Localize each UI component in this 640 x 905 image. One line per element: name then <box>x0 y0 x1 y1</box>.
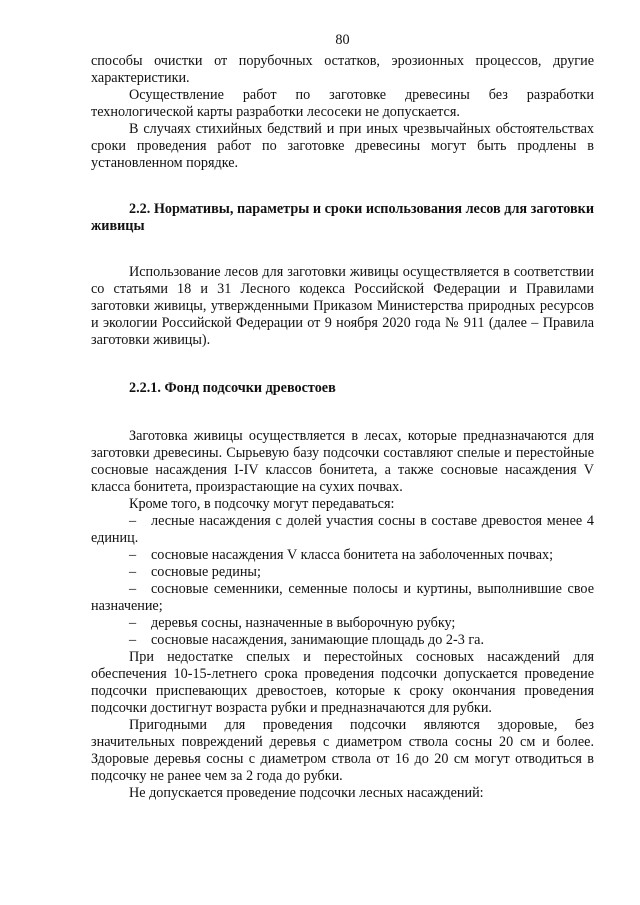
paragraph-not-allowed: Не допускается проведение подсочки лесных насаждений: <box>129 785 484 801</box>
section-heading-2-2-1: 2.2.1. Фонд подсочки древостоев <box>129 380 336 396</box>
paragraph-resin-base: Заготовка живицы осуществляется в лесах, которые предназначаются для заготовки древесины. Сырьевую базу подсочки составляют спелые и перестойные сосновые насаждения I-IV классов бонитета, а также сосновые насаждения V класса бонитета, произрастающие на сухих почвах. <box>91 428 594 495</box>
list-dash: – <box>129 581 137 597</box>
list-dash: – <box>129 564 137 580</box>
list-item-text: сосновые насаждения, занимающие площадь до 2-3 га. <box>151 632 485 648</box>
list-item <box>91 615 594 632</box>
list-item <box>91 632 594 649</box>
list-item-text: деревья сосны, назначенные в выборочную рубку; <box>151 615 456 631</box>
list-item <box>91 547 594 564</box>
list-dash: – <box>129 632 137 648</box>
paragraph-maturing-stands: При недостатке спелых и перестойных сосновых насаждений для обеспечения 10-15-летнего срока проведения подсочки допускается проведение подсочки приспевающих древостоев, которые к сроку окончания проведения подсочки достигнут возраста рубки и предназначаются для рубки. <box>91 649 594 716</box>
paragraph-tech-map: Осуществление работ по заготовке древесины без разработки технологической карты разработки лесосеки не допускается. <box>91 87 594 120</box>
list-item-text: сосновые насаждения V класса бонитета на заболоченных почвах; <box>151 547 554 563</box>
list-dash: – <box>129 547 137 563</box>
paragraph-emergency: В случаях стихийных бедствий и при иных чрезвычайных обстоятельствах сроки проведения работ по заготовке древесины могут быть продлены в установленном порядке. <box>91 121 594 171</box>
paragraph-resin-use: Использование лесов для заготовки живицы осуществляется в соответствии со статьями 18 и 31 Лесного кодекса Российской Федерации и Правилами заготовки живицы, утвержденными Приказом Министерства природных ресурсов и экологии Российской Федерации от 9 ноября 2020 года № 911 (далее – Правила заготовки живицы). <box>91 264 594 348</box>
section-heading-2-2: 2.2. Нормативы, параметры и сроки использования лесов для заготовки живицы <box>91 201 594 234</box>
list-item-text: сосновые семенники, семенные полосы и куртины, выполнившие свое назначение; <box>91 581 594 614</box>
list-item-text: сосновые редины; <box>151 564 261 580</box>
paragraph-continuation: способы очистки от порубочных остатков, эрозионных процессов, другие характеристики. <box>91 53 594 86</box>
list-dash: – <box>129 615 137 631</box>
list-item <box>91 581 594 615</box>
paragraph-list-intro: Кроме того, в подсочку могут передаваться: <box>129 496 395 512</box>
page-number: 80 <box>335 32 350 48</box>
list-item <box>91 564 594 581</box>
list-item <box>91 513 594 547</box>
paragraph-suitable-trees: Пригодными для проведения подсочки являются здоровые, без значительных повреждений деревья с диаметром ствола сосны 20 см и более. Здоровые деревья сосны с диаметром ствола от 16 до 20 см могут отводиться в подсочку не ранее чем за 2 года до рубки. <box>91 717 594 784</box>
list-item-text: лесные насаждения с долей участия сосны в составе древостоя менее 4 единиц. <box>91 513 594 546</box>
document-page <box>91 32 594 802</box>
list-dash: – <box>129 513 137 529</box>
